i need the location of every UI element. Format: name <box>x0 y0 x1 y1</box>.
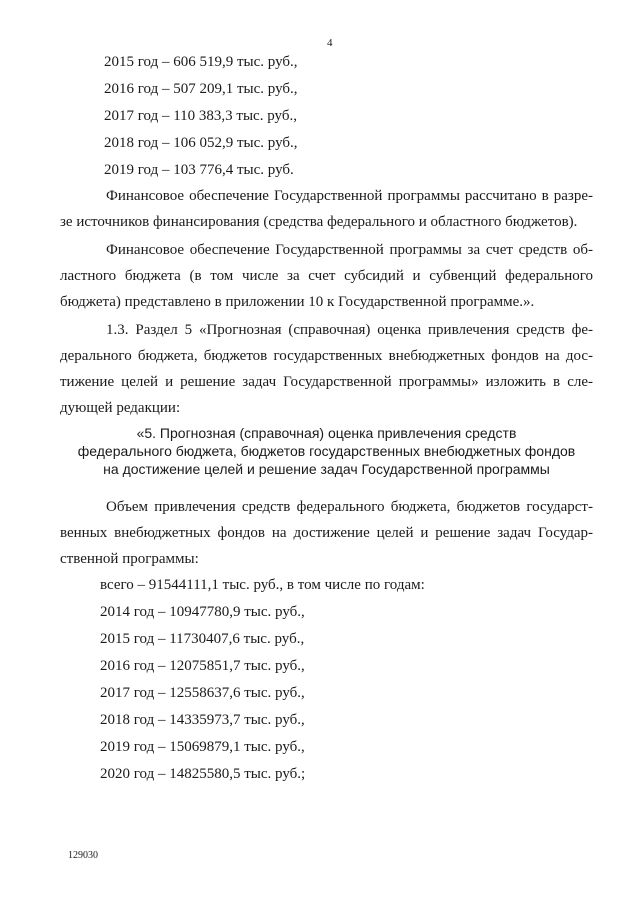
page-number: 4 <box>327 37 333 49</box>
budget-year-line: 2016 год – 507 209,1 тыс. руб., <box>104 81 298 97</box>
section-heading-line: федерального бюджета, бюджетов государственных внебюджетных фондов <box>77 443 576 459</box>
paragraph-line: 1.3. Раздел 5 «Прогнозная (справочная) оценка привлечения средств фе- <box>106 322 593 338</box>
budget-year-line: 2019 год – 103 776,4 тыс. руб. <box>104 162 294 178</box>
paragraph-line: бюджета) представлено в приложении 10 к Государственной программе.». <box>60 294 535 310</box>
budget-year-line: 2014 год – 10947780,9 тыс. руб., <box>100 604 305 620</box>
paragraph-line: зе источников финансирования (средства федерального и областного бюджетов). <box>60 214 578 230</box>
footer-code: 129030 <box>68 850 98 861</box>
paragraph-line: тижение целей и решение задач Государственной программы» изложить в сле- <box>60 374 593 390</box>
section-heading-line: на достижение целей и решение задач Государственной программы <box>103 461 550 477</box>
total-line: всего – 91544111,1 тыс. руб., в том числе по годам: <box>100 577 425 593</box>
paragraph-line: ластного бюджета (в том числе за счет субсидий и субвенций федерального <box>60 268 593 284</box>
paragraph-line: Объем привлечения средств федерального бюджета, бюджетов государст- <box>106 499 593 515</box>
budget-year-line: 2017 год – 110 383,3 тыс. руб., <box>104 108 297 124</box>
paragraph-line: ственной программы: <box>60 551 199 567</box>
paragraph-line: Финансовое обеспечение Государственной программы рассчитано в разре- <box>106 188 593 204</box>
budget-year-line: 2018 год – 14335973,7 тыс. руб., <box>100 712 305 728</box>
budget-year-line: 2015 год – 11730407,6 тыс. руб., <box>100 631 305 647</box>
budget-year-line: 2016 год – 12075851,7 тыс. руб., <box>100 658 305 674</box>
paragraph-line: венных внебюджетных фондов на достижение целей и решение задач Государ- <box>60 525 593 541</box>
budget-year-line: 2020 год – 14825580,5 тыс. руб.; <box>100 766 306 782</box>
section-heading-line: «5. Прогнозная (справочная) оценка привлечения средств <box>136 425 517 441</box>
paragraph-line: дерального бюджета, бюджетов государственных внебюджетных фондов на дос- <box>60 348 593 364</box>
budget-year-line: 2018 год – 106 052,9 тыс. руб., <box>104 135 298 151</box>
paragraph-line: дующей редакции: <box>60 400 181 416</box>
budget-year-line: 2017 год – 12558637,6 тыс. руб., <box>100 685 305 701</box>
budget-year-line: 2019 год – 15069879,1 тыс. руб., <box>100 739 305 755</box>
budget-year-line: 2015 год – 606 519,9 тыс. руб., <box>104 54 298 70</box>
paragraph-line: Финансовое обеспечение Государственной программы за счет средств об- <box>106 242 593 258</box>
